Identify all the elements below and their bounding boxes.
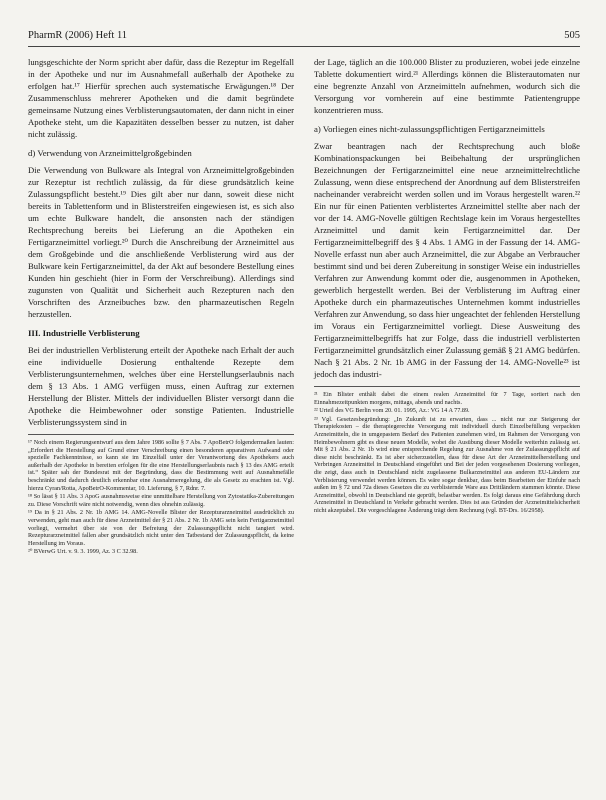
page-number: 505 [564,30,580,41]
paragraph: lungsgeschichte der Norm spricht aber dafür, dass die Rezeptur im Regelfall in der Apotheke und nur im Ausnahmefall außerhalb der Apotheke zu erfolgen hat.¹⁷ Hierfür sprechen auch systematische Erwägungen.¹⁸ Der Zusammenschluss mehrerer Apotheken und die damit begründete gemeinsame Nutzung eines Verblisterungsautomaten, der dann nicht in einer Apotheke steht, um die Kapazitäten desselben besser zu nutzen, ist daher nicht zulässig. [28,57,294,139]
left-column [28,56,294,557]
footnotes [28,434,294,556]
section-heading: III. Industrielle Verblisterung [28,328,140,338]
footnote: ¹⁷ Noch einem Regierungsentwurf aus dem Jahre 1986 sollte § 7 Abs. 7 ApoBetrO folgendermaßen lauten: „Erfordert die Herstellung auf Grund einer Verschreibung einen besonderen apparativen Aufwand oder spezielle Fachkenntnisse, so kann sie im Einzelfall unter der Verantwortung des Apothekers auch außerhalb der Apotheke in bereiten erfolgen für die eine Herstellungserlaubnis nach § 13 des AMG erteilt ist.“ Später sah der Bundesrat mit der Begründung, dass die Bestimmung weit auf Ausnahmefälle beschränkt und dadurch deutlich erkennbar eine Ausnahmeregelung, die als Gesetz zu erachten ist. Vgl. hierzu Cyran/Rotta, ApoBetrO-Kommentar, 10. Lieferung, § 7, Rdnr. 7. [28,439,294,492]
section-heading: d) Verwendung von Arzneimittelgroßgebinden [28,148,192,158]
section-heading: a) Vorliegen eines nicht-zulassungspflichtigen Fertigarzneimittels [314,124,545,134]
paragraph: Die Verwendung von Bulkware als Integral von Arzneimittelgroßgebinden zur Rezeptur ist rechtlich zulässig, da für diese grundsätzlich keine Zulassungspflicht besteht.¹⁹ Dies gilt aber nur dann, soweit diese nicht bereits in Tablettenform und in Blisterstreifen eingewiesen ist, es sich also um echte Bulkware handelt, die ansonsten nach der ständigen Rechtsprechung bereits bei Lieferung an die Apotheken ein Fertigarzneimittel vorliegt.²⁰ Durch die Anschreibung der Arzneimittel aus dem Großgebinde und die anschließende Verblisterung wird aus der Bulkware kein Fertigarzneimittel, da der Akt auf besondere Bestellung eines Kunden hin geschieht (hier in Form der Verschreibung). Allerdings sind zugunsten von Qualität und Sicherheit auch Rezepturen nach den Vorschriften des Arzneibuches bzw. den pharmazeutischen Regeln herzustellen. [28,165,294,319]
running-header [28,30,580,47]
footnote: ¹⁸ So lässt § 11 Abs. 3 ApoG ausnahmsweise eine unmittelbare Herstellung von Zytostatika-Zubereitungen zu. Diese Vorschrift wäre nicht notwendig, wenn dies ohnehin zulässig. [28,493,294,508]
paragraph: Zwar beantragen nach der Rechtsprechung auch bloße Kombinationspackungen bei Beibehaltung der ursprünglichen Bezeichnungen der Fertigarzneimittel eine neue arzneimittelrechtliche Zulassung, wenn diese entsprechend der Anordnung auf dem Blisterstreifen nacheinander verabreicht werden sollen und im Voraus hergestellt waren.²² Ein nur für einen Patienten verblistertes Arzneimittel stellte aber nach der vor der 14. AMG-Novelle gültigen Rechtslage kein im Voraus hergestelltes Arzneimittel und damit kein Fertigarzneimittel dar. Der Fertigarzneimittelbegriff des § 4 Abs. 1 AMG in der Fassung der 14. AMG-Novelle erfasst nun aber auch Arzneimittel, die zur Abgabe an Verbraucher bestimmt sind und bei deren Zubereitung in sonstiger Weise ein industrielles Verfahren zur Anwendung kommt oder die, ausgenommen in Apotheken, gewerblich hergestellt werden. Bei der Verblisterung im Auftrag einer Apotheke durch ein pharmazeutisches Unternehmen kommt industrielles Verfahren zur Anwendung, so dass hier ungeachtet der fehlenden Herstellung im Voraus ein Fertigarzneimittel vorliegt. Diese Ausweitung des Fertigarzneimittelbegriffs hat zur Folge, dass die industriell verblisterten Fertigarzneimittel grundsätzlich einer Zulassung gemäß § 21 AMG bedürfen. Nach § 21 Abs. 2 Nr. 1b AMG in der Fassung der 14. AMG-Novelle²³ ist jedoch das industri- [314,141,580,379]
footnote: ²⁰ BVerwG Urt. v. 9. 3. 1999, Az. 3 C 32.98. [28,548,138,556]
footnote: ²³ Vgl. Gesetzesbegründung: „In Zukunft ist zu erwarten, dass ... nicht nur zur Steigerung der Therapiekosten – die therapiegerechte Versorgung mit individuell durch Einzelbefüllung verpackten Arzneimitteln, die in umgepastem Bedarf des Patienten zunehmen wird, im Rahmen der Versorgung von Heimbewohnern gibt es diese neuen Modelle, wobei die Ausübung dieser Modelle weiterhin zulässig sei. Mit § 21 Abs. 2 Nr. 1b wird eine entsprechende Regelung zur Ausnahme von der Zulassungspflicht auf diese nicht beschränkt. Es ist aber sicherzustellen, dass für diese Art der Arzneimittelherstellung und Verbringen Arzneimittel in Deutschland eingeführt und Bei der jeden vorgesehenen Dosierung vorliegen, die zeigt, dass auch in Deutschland nicht zugelassene Bulkarzneimittel aus anderen EU-Ländern zur Verblisterung verwendet werden können. Es wäre sogar denkbar, dass beim Bearbeiten der Einfuhr nach außen im § 72 und 72a dieses Gesetzes die zu verblisternde Ware aus Drittländern stammen könnte. Diese Arzneimittel, obwohl in Deutschland nie geprüft, belastbar werden. Es folgt daraus eine Gefährdung durch Arzneimittel in Deutschland in Verkehr gebracht werden. Dies ist aus Gründen der Arzneimittelsicherheit nicht akzeptabel. Die vorgeschlagene Änderung trägt dem Rechnung (vgl. BT-Drs. 16/2958). [314,415,580,514]
right-column [314,56,580,516]
footnote: ²¹ Ein Blister enthält dabei die einem realen Arzneimittel für 7 Tage, sortiert nach den Einnahmezeitpunkten morgens, mittags, abends und nachts. [314,391,580,406]
paragraph: Bei der industriellen Verblisterung erteilt der Apotheke nach Erhalt der auch eine individuelle Dosierung enthaltende Rezepte dem Verblisterungsunternehmen, welches über eine Herstellungserlaubnis nach dem § 13 Abs. 1 AMG verfügen muss, einen Auftrag zur externen Herstellung der Blister. Mittels der individuellen Blister versorgt dann die Apotheke die Heimbewohner oder sonstige Patienten. Industrielle Verblisterungssystem sind in [28,345,294,427]
footnotes [314,386,580,515]
journal-title: PharmR (2006) Heft 11 [28,30,128,41]
paragraph: der Lage, täglich an die 100.000 Blister zu produzieren, wobei jede einzelne Tablette dokumentiert wird.²¹ Allerdings können die Blisterautomaten nur eine begrenzte Anzahl von Arzneimitteln aufnehmen, wodurch sich die Versorgung vor vornherein auf eine bestimmte Patientengruppe konzentrieren muss. [314,57,580,115]
footnote: ¹⁹ Da in § 21 Abs. 2 Nr. 1b AMG 14. AMG-Novelle Blister der Rezepturarzneimittel ausdrücklich zu verwenden, geht man auch für diese Arzneimittel der § 21 Abs. 2 Nr. 1b AMG sein kein Fertigarzneimittel vorliegt, vermehrt über sie von der Befreiung der Zulassungspflicht nicht tangiert wird. Rezepturarzneimittel fallen aber grundsätzlich nicht unter den Tatbestand der Zulassungspflicht, da keine Herstellung im Voraus. [28,509,294,547]
footnote: ²² Urteil des VG Berlin vom 20. 01. 1995, Az.: VG 14 A 77.89. [314,407,470,415]
